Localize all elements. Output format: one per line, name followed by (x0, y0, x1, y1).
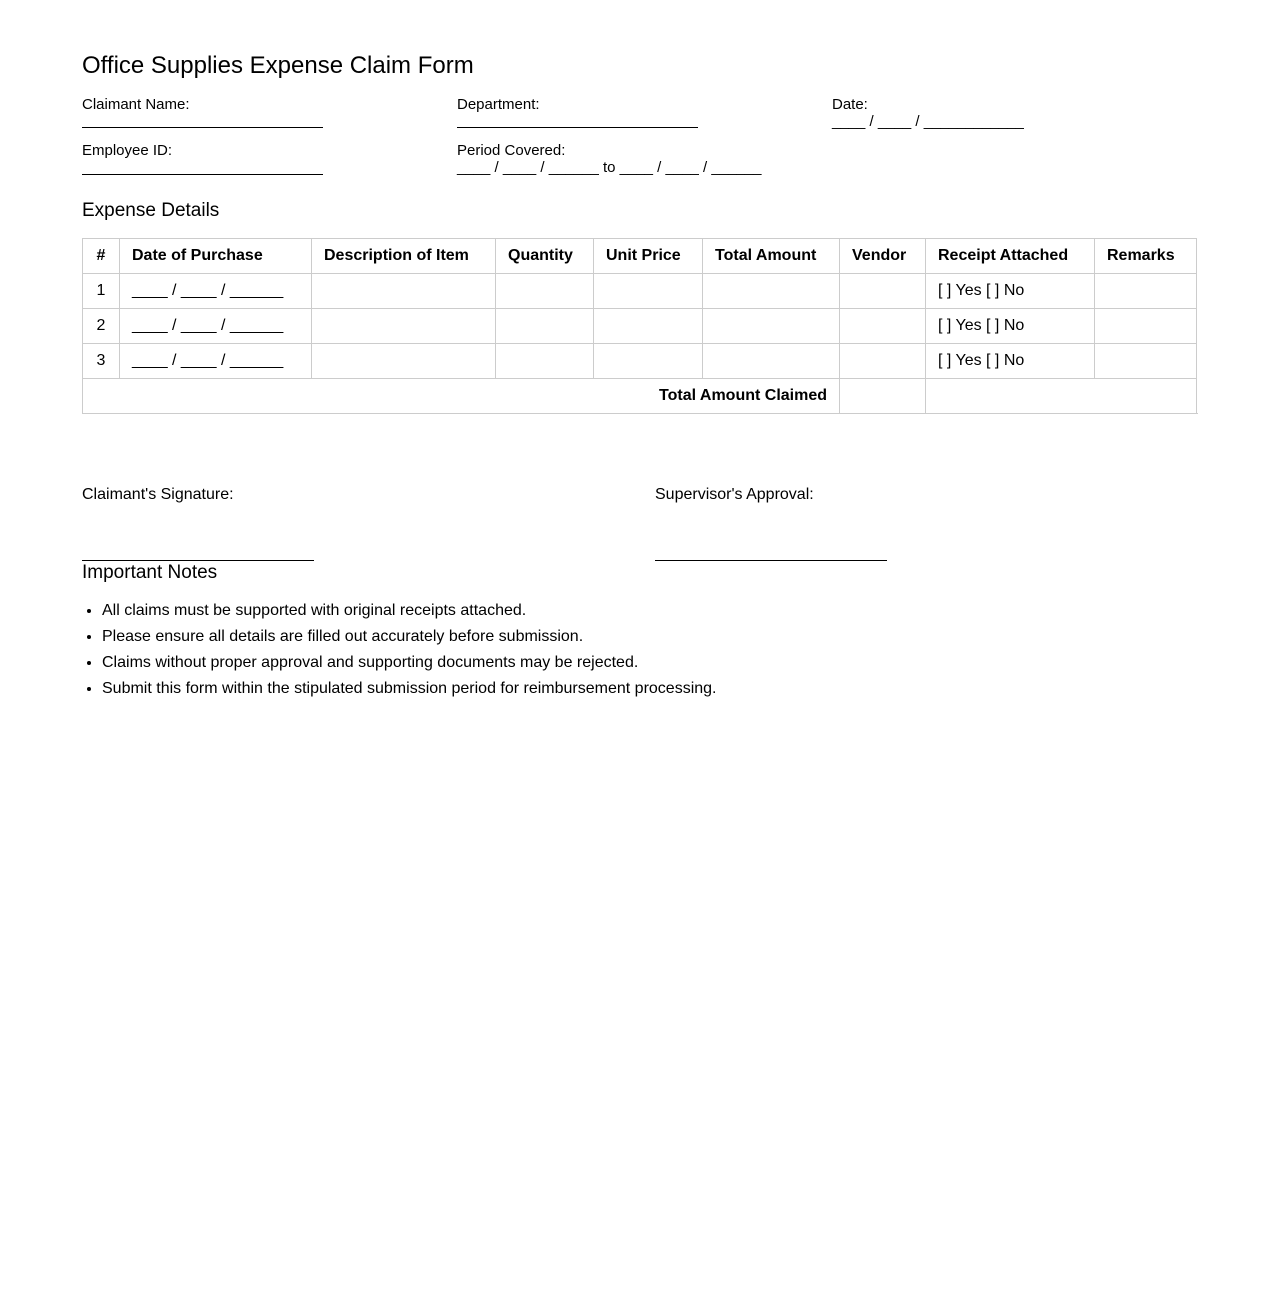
col-header-description: Description of Item (312, 239, 496, 274)
row-number: 2 (83, 309, 120, 344)
description-cell[interactable] (312, 309, 496, 344)
col-header-vendor: Vendor (840, 239, 926, 274)
date-blank[interactable]: ____ / ____ / ____________ (832, 113, 1024, 130)
receipt-attached-cell[interactable]: [ ] Yes [ ] No (926, 344, 1095, 379)
col-header-date: Date of Purchase (120, 239, 312, 274)
total-amount-claimed-label: Total Amount Claimed (83, 379, 840, 414)
date-field (832, 96, 1024, 131)
period-covered-blank[interactable]: ____ / ____ / ______ to ____ / ____ / ______ (457, 159, 762, 176)
row-number: 1 (83, 274, 120, 309)
expense-details-title: Expense Details (82, 200, 220, 221)
vendor-cell[interactable] (840, 274, 926, 309)
quantity-cell[interactable] (496, 274, 594, 309)
remarks-cell[interactable] (1095, 274, 1197, 309)
department-field (457, 96, 698, 128)
remarks-cell[interactable] (1095, 344, 1197, 379)
form-title: Office Supplies Expense Claim Form (82, 52, 474, 79)
claimant-signature-label: Claimant's Signature: (82, 486, 234, 503)
list-item: • Submit this form within the stipulated submission period for reimbursement processing. (102, 676, 717, 702)
unit-price-cell[interactable] (594, 309, 703, 344)
total-row (83, 379, 1197, 414)
total-amount-claimed-cell[interactable] (840, 379, 926, 414)
notes-list (82, 598, 717, 702)
employee-id-label: Employee ID: (82, 142, 173, 159)
description-cell[interactable] (312, 344, 496, 379)
table-header-row (83, 239, 1197, 274)
list-item: • Please ensure all details are filled out accurately before submission. (102, 624, 717, 650)
claimant-signature-line[interactable] (82, 560, 314, 561)
total-amount-cell[interactable] (703, 274, 840, 309)
list-item: • All claims must be supported with original receipts attached. (102, 598, 717, 624)
claimant-name-field (82, 96, 323, 128)
col-header-receipt: Receipt Attached (926, 239, 1095, 274)
table-row (83, 274, 1197, 309)
date-of-purchase-cell[interactable]: ____ / ____ / ______ (120, 344, 312, 379)
expense-table (82, 238, 1197, 414)
claimant-name-label: Claimant Name: (82, 96, 190, 113)
col-header-number: # (83, 239, 120, 274)
receipt-attached-cell[interactable]: [ ] Yes [ ] No (926, 309, 1095, 344)
vendor-cell[interactable] (840, 309, 926, 344)
date-label: Date: (832, 96, 868, 113)
employee-id-input-line[interactable] (82, 174, 323, 175)
unit-price-cell[interactable] (594, 274, 703, 309)
table-row (83, 309, 1197, 344)
unit-price-cell[interactable] (594, 344, 703, 379)
supervisor-approval-label: Supervisor's Approval: (655, 486, 814, 503)
quantity-cell[interactable] (496, 344, 594, 379)
date-of-purchase-cell[interactable]: ____ / ____ / ______ (120, 274, 312, 309)
quantity-cell[interactable] (496, 309, 594, 344)
row-number: 3 (83, 344, 120, 379)
department-input-line[interactable] (457, 127, 698, 128)
vendor-cell[interactable] (840, 344, 926, 379)
description-cell[interactable] (312, 274, 496, 309)
remarks-cell[interactable] (1095, 309, 1197, 344)
total-row-blank-cell (926, 379, 1197, 414)
total-amount-cell[interactable] (703, 309, 840, 344)
list-item: • Claims without proper approval and supporting documents may be rejected. (102, 650, 717, 676)
employee-id-field (82, 142, 323, 175)
date-of-purchase-cell[interactable]: ____ / ____ / ______ (120, 309, 312, 344)
department-label: Department: (457, 96, 540, 113)
receipt-attached-cell[interactable]: [ ] Yes [ ] No (926, 274, 1095, 309)
total-amount-cell[interactable] (703, 344, 840, 379)
supervisor-approval-line[interactable] (655, 560, 887, 561)
col-header-unit-price: Unit Price (594, 239, 703, 274)
important-notes-title: Important Notes (82, 562, 218, 583)
table-row (83, 344, 1197, 379)
col-header-quantity: Quantity (496, 239, 594, 274)
period-covered-label: Period Covered: (457, 142, 566, 159)
col-header-total-amount: Total Amount (703, 239, 840, 274)
period-covered-field (457, 142, 761, 177)
claimant-name-input-line[interactable] (82, 127, 323, 128)
col-header-remarks: Remarks (1095, 239, 1197, 274)
